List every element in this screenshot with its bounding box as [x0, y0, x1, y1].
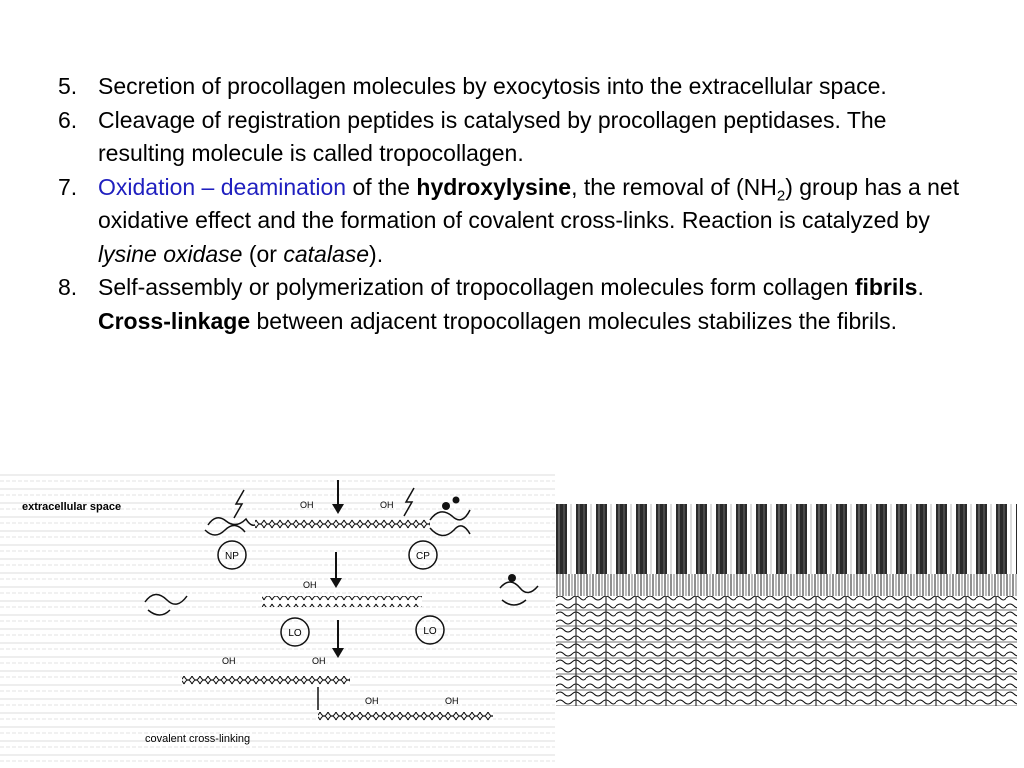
- item-text: Cleavage of registration peptides is catalysed by procollagen peptidases. The resulting molecule is called tropocollagen.: [98, 106, 887, 166]
- subscript-2: 2: [776, 187, 786, 205]
- item-text: of the: [346, 173, 417, 200]
- staggered-molecules-region: [556, 596, 1017, 706]
- item-text: ) group has a net oxidative effect and the formation of covalent cross-links. Reaction is catalyzed by: [98, 173, 960, 233]
- lo-label: LO: [288, 628, 302, 639]
- item-number: 8.: [58, 274, 78, 300]
- carbohydrate-icon: [508, 574, 516, 582]
- item-text: (or: [242, 240, 284, 267]
- hydroxylysine-term: hydroxylysine: [416, 173, 572, 200]
- oh-label: OH: [303, 580, 317, 590]
- carbohydrate-icon: [442, 502, 450, 510]
- item-number: 6.: [58, 106, 78, 133]
- list-item-8: [58, 271, 978, 338]
- banded-fibril-region: [556, 504, 1017, 574]
- oh-label: OH: [380, 500, 394, 510]
- item-text: between adjacent tropocollagen molecules stabilizes the fibrils.: [250, 307, 898, 334]
- item-text: Secretion of procollagen molecules by exocytosis into the extracellular space.: [98, 73, 887, 99]
- tropocollagen-helix: [262, 596, 422, 607]
- lo-label: LO: [423, 626, 437, 637]
- item-text: .: [917, 274, 924, 300]
- oh-label: OH: [300, 500, 314, 510]
- collagen-fibril-micrograph: [556, 490, 1017, 710]
- slide-text: [58, 70, 978, 338]
- procollagen-helix: [255, 518, 430, 530]
- oh-label: OH: [312, 656, 326, 666]
- collagen-assembly-diagram: [0, 470, 555, 768]
- cross-linkage-term: Cross-linkage: [98, 307, 251, 334]
- item-number: 7.: [58, 173, 78, 200]
- item-text: ).: [369, 240, 384, 267]
- covalent-cross-linking-label: covalent cross-linking: [145, 733, 251, 745]
- catalase-term: catalase: [283, 240, 370, 267]
- oh-label: OH: [365, 696, 379, 706]
- item-text: Self-assembly or polymerization of tropocollagen molecules form collagen: [98, 274, 855, 300]
- list-item-5: [58, 70, 978, 104]
- carbohydrate-icon: [453, 497, 460, 504]
- list-item-6: [58, 104, 978, 171]
- oh-label: OH: [445, 696, 459, 706]
- np-label: NP: [225, 551, 239, 562]
- list-item-7: [58, 171, 978, 272]
- oxidation-deamination-term: Oxidation – deamination: [98, 173, 347, 200]
- oh-label: OH: [222, 656, 236, 666]
- item-text: , the removal of (NH: [571, 173, 777, 200]
- background-texture: [0, 470, 555, 768]
- tropocollagen-helix: [318, 712, 493, 723]
- item-number: 5.: [58, 73, 78, 99]
- fibrils-term: fibrils: [854, 274, 918, 300]
- lysine-oxidase-term: lysine oxidase: [98, 240, 243, 267]
- fibril-strands-region: [556, 574, 1017, 596]
- extracellular-space-label: extracellular space: [22, 501, 122, 513]
- tropocollagen-helix: [182, 676, 350, 687]
- cp-label: CP: [416, 551, 430, 562]
